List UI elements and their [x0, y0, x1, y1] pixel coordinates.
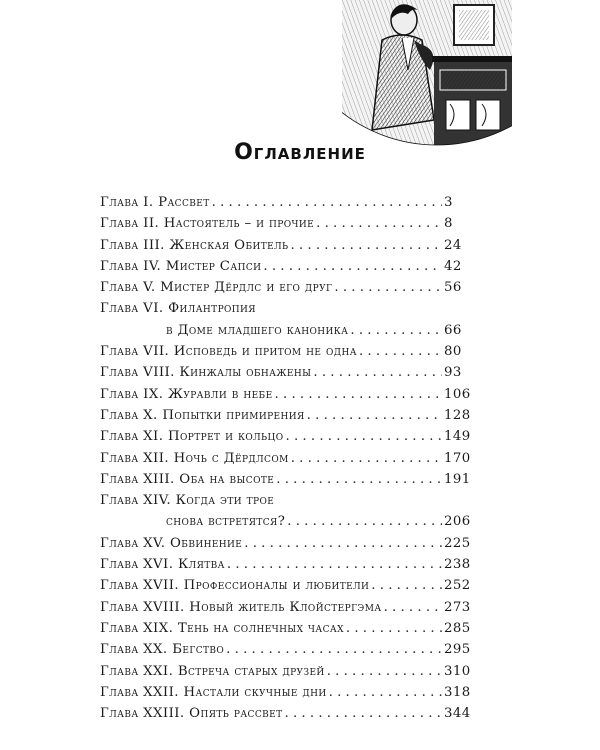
toc-chapter-title: [100, 195, 210, 210]
toc-chapter-title: [100, 621, 344, 636]
toc-chapter-number: Глава XIII.: [100, 471, 175, 487]
toc-chapter-name: Когда эти трое: [175, 493, 275, 509]
dot-leader: [276, 472, 442, 487]
toc-page-number: 344: [444, 706, 471, 722]
toc-chapter-number: Глава XVIII.: [100, 599, 185, 615]
toc-chapter-number: Глава I.: [100, 195, 154, 210]
toc-chapter-title: [100, 216, 314, 231]
toc-entry: [100, 407, 471, 429]
toc-page-number: 285: [444, 620, 471, 636]
toc-entry: [100, 578, 471, 599]
toc-entry: [100, 216, 466, 237]
toc-chapter-number: Глава VII.: [100, 344, 170, 360]
toc-chapter-name: Мистер Дёрдлс и его друг: [160, 280, 333, 296]
toc-page-number: 80: [444, 344, 462, 360]
toc-chapter-number: Глава XVI.: [100, 557, 174, 573]
dot-leader: [291, 451, 442, 466]
page-title: Оглавление: [234, 140, 366, 165]
toc-chapter-title: [100, 387, 273, 402]
toc-chapter-name: Опять рассвет: [189, 706, 283, 722]
toc-page-number: 24: [444, 237, 462, 253]
toc-chapter-name: Настоятель – и прочие: [163, 216, 315, 232]
toc-chapter-title: [100, 301, 256, 316]
toc-page-number: 191: [444, 471, 471, 487]
dot-leader: [307, 408, 442, 423]
toc-title-continuation: снова встретятся?: [166, 514, 286, 530]
toc-chapter-name: Портрет и кольцо: [167, 429, 284, 445]
toc-entry: [100, 386, 471, 408]
dot-leader: [359, 344, 442, 359]
toc-page-number: 56: [444, 280, 462, 296]
toc-entry: [100, 238, 466, 259]
toc-chapter-name: Ночь с Дёрдлсом: [173, 450, 289, 466]
toc-page-number: 206: [444, 514, 471, 530]
toc-chapter-title: [100, 451, 289, 466]
toc-chapter-title: [100, 600, 382, 615]
toc-chapter-name: Рассвет: [158, 195, 210, 210]
toc-page-number: 295: [444, 642, 471, 658]
toc-chapter-name: Кинжалы обнажены: [179, 365, 312, 381]
toc-page-number: 310: [444, 663, 471, 679]
toc-chapter-title: [100, 536, 242, 551]
toc-chapter-name: Женская Обитель: [169, 237, 289, 253]
toc-page-number: 252: [444, 578, 471, 594]
dot-leader: [346, 621, 442, 636]
toc-chapter-name: Исповедь и притом не одна: [173, 344, 357, 360]
toc-entry: [100, 259, 466, 280]
toc-chapter-name: Попытки примирения: [162, 407, 305, 423]
dot-leader: [329, 685, 442, 700]
toc-entry: [100, 280, 466, 301]
toc-entry: [100, 195, 466, 216]
dot-leader: [285, 706, 443, 721]
toc-page-number: 318: [444, 684, 471, 700]
toc-page-number: 225: [444, 535, 471, 551]
toc-chapter-name: Обвинение: [170, 535, 243, 551]
dot-leader: [287, 514, 442, 529]
toc-chapter-number: Глава VIII.: [100, 365, 175, 381]
toc-chapter-number: Глава II.: [100, 216, 160, 232]
toc-chapter-name: Встреча старых друзей: [177, 663, 325, 679]
toc-entry: [100, 663, 471, 685]
dot-leader: [286, 429, 443, 444]
dot-leader: [275, 387, 442, 402]
dot-leader: [334, 280, 442, 295]
dot-leader: [371, 578, 442, 593]
toc-page-number: 128: [444, 407, 471, 423]
toc-chapter-title: [100, 664, 325, 679]
dot-leader: [313, 365, 442, 380]
toc-chapter-name: Журавли в небе: [167, 386, 273, 402]
toc-chapter-title: [100, 685, 327, 700]
toc-title-continuation: в Доме младшего каноника: [166, 322, 349, 338]
toc-chapter-number: Глава XXI.: [100, 663, 174, 679]
toc-chapter-number: Глава XI.: [100, 429, 164, 445]
toc-page-number: 273: [444, 599, 471, 615]
dot-leader: [290, 238, 442, 253]
toc-entry: [100, 429, 471, 450]
toc-page-number: 93: [444, 365, 462, 381]
dot-leader: [263, 259, 442, 274]
toc-chapter-number: Глава XVII.: [100, 578, 179, 594]
toc-entry: [100, 450, 471, 472]
toc-entry: [100, 620, 471, 642]
toc-chapter-title: [100, 280, 332, 295]
toc-chapter-name: Настали скучные дни: [183, 684, 327, 700]
toc-chapter-title: [100, 365, 311, 380]
toc-page-number: 66: [444, 322, 462, 338]
toc-chapter-number: Глава V.: [100, 280, 156, 296]
toc-entry: [100, 706, 471, 727]
dot-leader: [227, 557, 442, 572]
toc-chapter-number: Глава XXIII.: [100, 706, 185, 722]
toc-chapter-number: Глава X.: [100, 407, 158, 423]
toc-page-number: 42: [444, 258, 462, 274]
toc-entry: [100, 493, 466, 514]
toc-chapter-number: Глава IV.: [100, 258, 162, 274]
toc-chapter-number: Глава XX.: [100, 642, 168, 658]
toc-chapter-name: Клятва: [177, 557, 225, 573]
toc-chapter-title: [100, 578, 369, 593]
toc-chapter-number: Глава IX.: [100, 386, 164, 402]
dot-leader: [226, 642, 442, 657]
toc-chapter-name: Бегство: [172, 642, 225, 658]
toc-entry: [100, 344, 466, 365]
toc-page-number: 238: [444, 557, 471, 573]
toc-chapter-number: Глава XV.: [100, 535, 166, 551]
toc-chapter-title: [100, 706, 283, 721]
toc-entry: [100, 471, 471, 493]
dot-leader: [350, 323, 442, 338]
toc-chapter-name: Оба на высоте: [179, 471, 275, 487]
dot-leader: [316, 216, 442, 231]
toc-entry: [100, 514, 471, 535]
toc-entry: [100, 642, 471, 663]
toc-chapter-name: Новый житель Клойстергэма: [189, 599, 382, 615]
dot-leader: [384, 600, 442, 615]
toc-page-number: 149: [444, 429, 471, 445]
toc-entry: [100, 535, 471, 557]
toc-entry: [100, 557, 471, 578]
toc-chapter-name: Филантропия: [168, 301, 256, 317]
toc-chapter-name: Тень на солнечных часах: [177, 620, 344, 636]
toc-chapter-number: Глава III.: [100, 237, 165, 253]
toc-page-number: 106: [444, 386, 471, 402]
toc-page-number: 3: [444, 195, 453, 210]
toc-entry: [100, 599, 471, 621]
toc-chapter-title: [100, 429, 284, 444]
toc-chapter-number: Глава XIV.: [100, 493, 172, 509]
toc-chapter-title: [100, 557, 225, 572]
toc-entry: [100, 684, 471, 706]
toc-chapter-number: Глава VI.: [100, 301, 164, 317]
dot-leader: [244, 536, 442, 551]
toc-chapter-name: Мистер Сапси: [165, 258, 262, 274]
toc-chapter-number: Глава XXII.: [100, 684, 179, 700]
toc-entry: [100, 323, 466, 344]
engraving-illustration: [342, 0, 512, 150]
toc-entry: [100, 365, 466, 386]
toc-entry: [100, 301, 466, 322]
toc-chapter-number: Глава XII.: [100, 450, 169, 466]
toc-chapter-number: Глава XIX.: [100, 620, 174, 636]
toc-chapter-title: [100, 259, 261, 274]
toc-chapter-title: [100, 238, 288, 253]
toc-page-number: 8: [444, 216, 453, 232]
toc-chapter-title: [100, 472, 274, 487]
toc-chapter-title: [100, 344, 357, 359]
toc-chapter-title: [100, 642, 224, 657]
toc-chapter-title: [100, 493, 274, 508]
toc-page-number: 170: [444, 450, 471, 466]
toc-chapter-name: Профессионалы и любители: [183, 578, 370, 594]
dot-leader: [327, 664, 442, 679]
dot-leader: [212, 195, 442, 210]
table-of-contents: [100, 195, 471, 727]
toc-chapter-title: [100, 408, 305, 423]
